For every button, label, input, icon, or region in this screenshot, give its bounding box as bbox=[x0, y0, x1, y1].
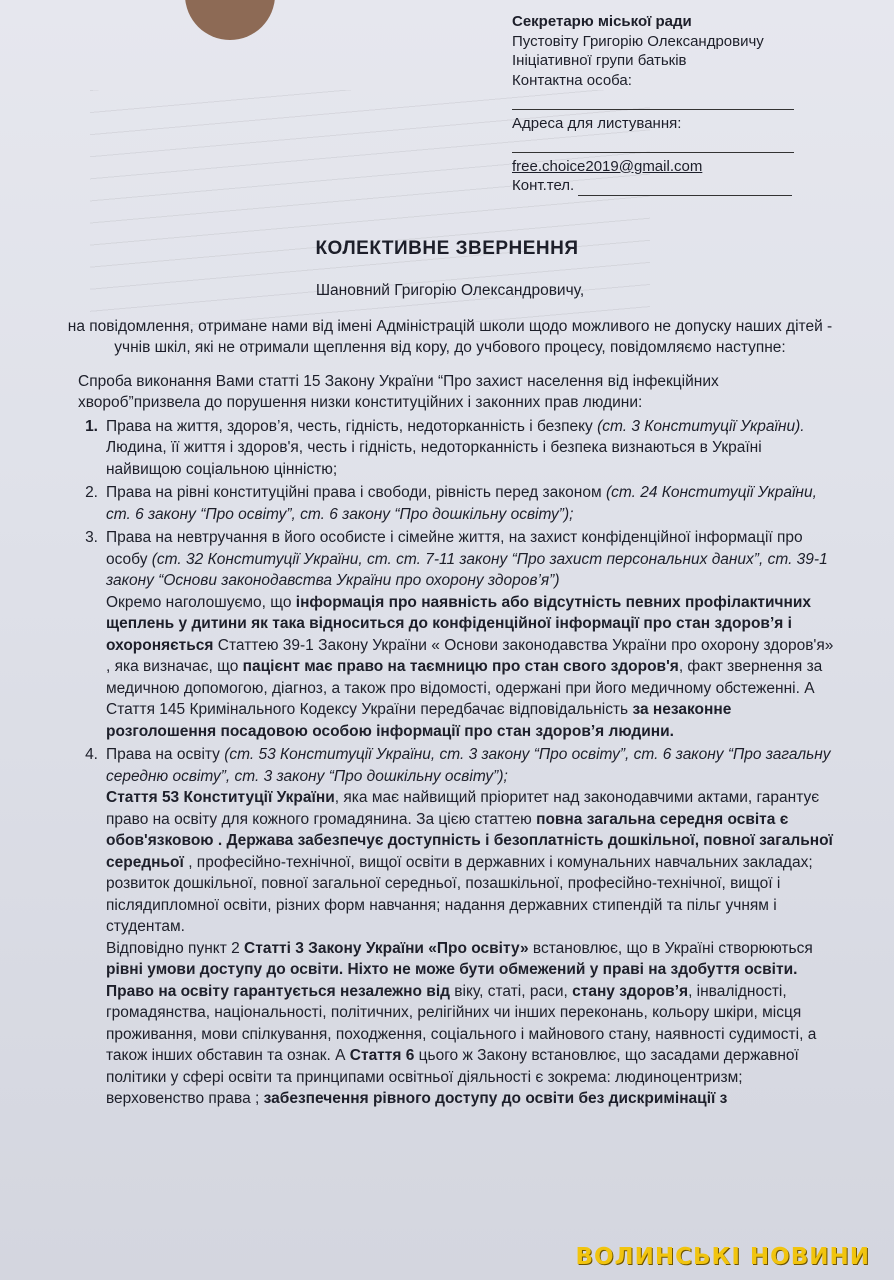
text-run: Статтею 39-1 Закону України « Основи законодавства України про охорону здоров'я» , яка визначає, що bbox=[106, 636, 834, 675]
addressee-line: Секретарю міської ради bbox=[512, 13, 692, 30]
item-number: 1. bbox=[85, 417, 98, 435]
text-run: встановлює, що в Україні створюються bbox=[528, 939, 813, 957]
text-run: , професійно-технічної, вищої освіти в державних і комунальних навчальних закладах; розвиток дошкільної, повної загальної середньої, позашкільної, професійно-технічної, вищої і післядипломної освіти, різних форм навчання; надання державних стипендій та пільг учням і студентам. bbox=[106, 853, 813, 935]
bold-run: забезпечення рівного доступу до освіти без дискримінації з bbox=[263, 1090, 728, 1107]
lead-paragraph: Спроба виконання Вами статті 15 Закону України “Про захист населення від інфекційних хвороб”призвела до порушення низки конституційних і законних прав людини: bbox=[78, 372, 719, 411]
text-run: Окремо наголошуємо, що bbox=[106, 593, 296, 611]
item-text: Права на невтручання в його особисте і сімейне життя, на захист конфіденційної інформації про особу bbox=[106, 529, 803, 568]
item-text: Права на життя, здоров’я, честь, гідність, недоторканність і безпеку bbox=[106, 417, 598, 435]
list-item bbox=[60, 744, 840, 1110]
text-run: , інвалідності, громадянства, національності, політичних, релігійних чи інших переконань, кольору шкіри, місця проживання, мови спілкування, походження, соціального і майнового стану, наявності судимості, а також інших обставин та ознак. А bbox=[106, 982, 817, 1064]
item-reference: (ст. 32 Конституції України, ст. ст. 7-11 закону “Про захист персональних даних”, ст. 39-1 закону “Основи законодавства України про охорону здоров’я”) bbox=[106, 550, 828, 589]
bold-run: інформація про наявність або відсутність певних профілактичних щеплень у дитини як така відноситься до конфіденційної інформації про стан здоров’я і охороняється bbox=[106, 593, 811, 654]
document-title: КОЛЕКТИВНЕ ЗВЕРНЕННЯ bbox=[315, 238, 579, 259]
item-extra bbox=[106, 938, 840, 1110]
bold-run: Стаття 6 bbox=[349, 1047, 415, 1064]
item-number: 3. bbox=[85, 529, 98, 546]
bold-run: за незаконне розголошення посадовою особою інформації про стан здоров’я людини. bbox=[106, 701, 732, 740]
phone-label: Конт.тел. bbox=[512, 177, 575, 194]
item-reference: (ст. 53 Конституції України, ст. 3 закону “Про освіту”, ст. 6 закону “Про загальну середню освіту”, ст. 3 закону “Про дошкільну освіту”); bbox=[106, 746, 831, 785]
sender-group: Ініціативної групи батьків bbox=[512, 52, 687, 69]
addressee-name: Пустовіту Григорію Олександровичу bbox=[512, 32, 764, 50]
address-label: Адреса для листування: bbox=[512, 114, 682, 132]
greeting: Шановний Григорію Олександровичу, bbox=[315, 282, 585, 299]
item-extra bbox=[106, 592, 840, 743]
text-run: , яка має найвищий пріоритет над законодавчими актами, гарантує право на освіту для кожного громадянина. За цією статтею bbox=[106, 789, 820, 828]
bold-run: Статті 3 Закону України «Про освіту» bbox=[244, 939, 529, 957]
finger-photo-edge bbox=[185, 0, 275, 40]
list-item bbox=[60, 527, 840, 742]
text-run: цього ж Закону встановлює, що засадами державної політики у сфері освіти та принципами освітньої діяльності є зокрема: людиноцентризм; верховенство права ; bbox=[106, 1047, 799, 1107]
addressee-block bbox=[512, 12, 794, 196]
item-extra: Людина, її життя і здоров'я, честь і гідність, недоторканність і безпека визнаються в Україні найвищою соціальною цінністю; bbox=[106, 439, 762, 478]
bold-run: пацієнт має право на таємницю про стан свого здоров'я bbox=[242, 658, 679, 675]
phone-line bbox=[512, 176, 794, 196]
list-item bbox=[60, 482, 840, 525]
text-run: віку, статі, раси, bbox=[449, 982, 573, 1000]
item-reference: (ст. 24 Конституції України, ст. 6 закону “Про освіту”, ст. 6 закону “Про дошкільну освіту”); bbox=[106, 484, 817, 523]
item-extra bbox=[106, 787, 840, 938]
text-run: , факт звернення за медичною допомогою, діагноз, а також про відомості, одержані при його медичному обстеженні. А Стаття 145 Кримінального Кодексу України передбачає відповідальність bbox=[106, 658, 823, 718]
bold-run: Стаття 53 Конституції України bbox=[106, 789, 335, 806]
item-reference: (ст. 3 Конституції України). bbox=[597, 417, 805, 435]
bold-run: стану здоров’я bbox=[572, 982, 689, 1000]
item-text: Права на рівні конституційні права і свободи, рівність перед законом bbox=[106, 484, 606, 501]
bold-run: рівні умови доступу до освіти. Ніхто не може бути обмежений у праві на здобуття освіти. Право на освіту гарантується незалежно від bbox=[106, 961, 798, 1000]
item-number: 4. bbox=[85, 746, 98, 763]
item-text: Права на освіту bbox=[106, 746, 225, 763]
bold-run: повна загальна середня освіта є обов'язковою . Держава забезпечує доступність і безоплатність дошкільної, повної загальної середньої bbox=[106, 810, 833, 871]
contact-label: Контактна особа: bbox=[512, 71, 632, 89]
intro-paragraph: на повідомлення, отримане нами від імені Адміністрацій школи щодо можливого не допуску наших дітей - учнів шкіл, які не отримали щеплення від кору, до учбового процесу, повідомляємо наступне: bbox=[67, 317, 833, 356]
letter-body bbox=[60, 280, 840, 1110]
contact-blank bbox=[512, 90, 794, 110]
list-item bbox=[60, 416, 840, 481]
email-address: free.choice2019@gmail.com bbox=[512, 157, 703, 175]
text-run: Відповідно пункт 2 bbox=[106, 939, 245, 957]
news-watermark: ВОЛИНСЬКІ НОВИНИ bbox=[575, 1244, 870, 1270]
item-number: 2. bbox=[85, 484, 98, 501]
address-blank bbox=[512, 133, 794, 153]
